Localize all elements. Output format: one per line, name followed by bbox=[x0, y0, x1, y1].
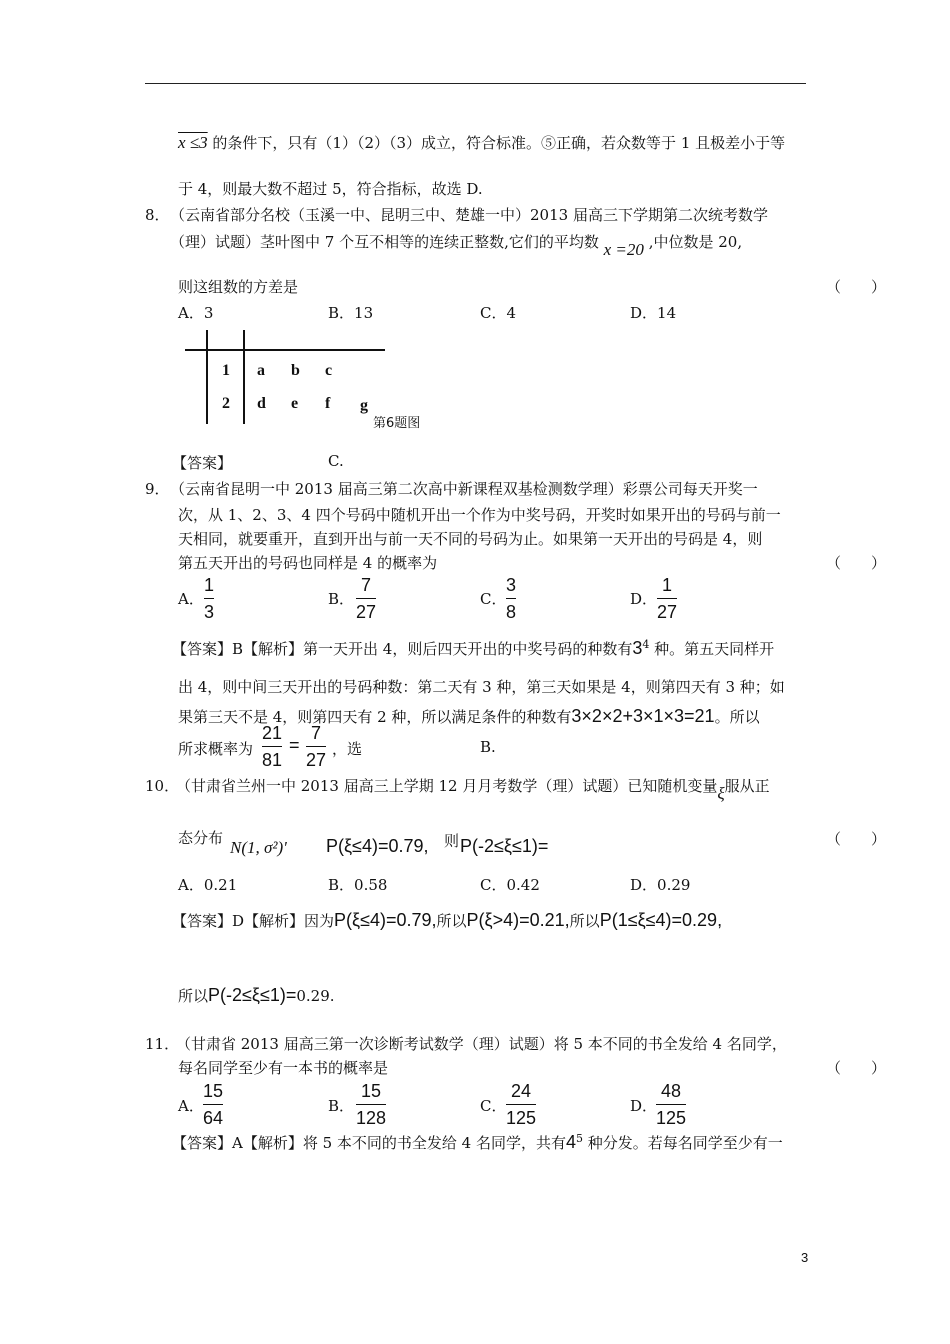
q9-line-3: 天相同，就要重开，直到开出与前一天不同的号码为止。如果第一天开出的号码是 4，则 bbox=[178, 530, 763, 548]
q11-option-c-den: 125 bbox=[506, 1108, 537, 1128]
q9-option-d-fraction bbox=[657, 574, 677, 623]
q10-sol1-a: 【答案】D【解析】因为 bbox=[172, 912, 335, 930]
q9-sol4-b: ，选 bbox=[332, 740, 363, 758]
q9-sol3-b: 。所以 bbox=[714, 708, 760, 726]
q8-number: 8． bbox=[145, 206, 170, 224]
q11-option-b-label: B． bbox=[328, 1097, 355, 1115]
leaf-b: b bbox=[291, 362, 300, 379]
q10-question-prob: P(-2≤ξ≤1)= bbox=[460, 836, 549, 856]
leaf-f: f bbox=[325, 395, 331, 412]
carryover-line-2: 于 4，则最大数不超过 5，符合指标，故选 D. bbox=[178, 180, 483, 198]
q10-line-2-a: 态分布 bbox=[178, 829, 224, 847]
q10-sol1-c: 所以 bbox=[569, 912, 600, 930]
q10-solution-line-2 bbox=[178, 985, 335, 1006]
q10-line-1 bbox=[176, 775, 770, 803]
stem-2: 2 bbox=[222, 395, 230, 412]
q8-line-2-b: ,中位数是 20, bbox=[648, 233, 743, 251]
q9-option-b-num: 7 bbox=[361, 575, 372, 595]
q8-mean-formula: x =20 bbox=[603, 240, 644, 259]
q8-option-a: A．3 bbox=[178, 304, 214, 322]
q11-solution-line-1 bbox=[172, 1132, 783, 1153]
q9-option-b-den: 27 bbox=[356, 602, 377, 622]
q11-option-d-label: D． bbox=[630, 1097, 658, 1115]
q9-solution-line-1 bbox=[172, 638, 774, 659]
q9-option-a-num: 1 bbox=[204, 575, 215, 595]
q11-number: 11． bbox=[145, 1035, 180, 1053]
q11-option-a-den: 64 bbox=[203, 1108, 224, 1128]
q9-sol3-formula: 3×2×2+3×1×3=21 bbox=[571, 706, 715, 726]
q10-sol1-f1: P(ξ≤4)=0.79, bbox=[334, 910, 437, 930]
q9-number: 9． bbox=[145, 480, 170, 498]
leaf-c: c bbox=[325, 362, 333, 379]
q11-option-d-den: 125 bbox=[656, 1108, 687, 1128]
q9-sol1-b: 种。第五天同样开 bbox=[654, 640, 775, 658]
q11-sol1-b: 种分发。若每名同学至少有一 bbox=[587, 1134, 783, 1152]
q9-option-d-den: 27 bbox=[657, 602, 678, 622]
q10-sol2-b: 0.29. bbox=[296, 987, 335, 1005]
q10-distribution: N(1, σ²)' bbox=[230, 838, 287, 857]
q9-sol4-f2-num: 7 bbox=[311, 723, 322, 743]
q10-sol2-f: P(-2≤ξ≤1)= bbox=[208, 985, 297, 1005]
q11-option-c-label: C． bbox=[480, 1097, 507, 1115]
q11-option-c-num: 24 bbox=[511, 1081, 532, 1101]
q11-line-2: 每名同学至少有一本书的概率是 bbox=[178, 1059, 389, 1077]
q9-answer-paren: （ ） bbox=[826, 554, 887, 572]
q10-then: 则 bbox=[444, 832, 460, 850]
q9-option-a-den: 3 bbox=[204, 602, 215, 622]
q10-sol1-f2: P(ξ>4)=0.21, bbox=[466, 910, 570, 930]
q9-sol4-fraction-2 bbox=[306, 722, 326, 771]
q8-option-b: B．13 bbox=[328, 304, 374, 322]
q9-line-1: （云南省昆明一中 2013 届高三第二次高中新课程双基检测数学理）彩票公司每天开奖一 bbox=[170, 480, 758, 498]
carryover-text-1: 的条件下，只有（1）（2）（3）成立，符合标准。⑤正确，若众数等于 1 且极差小于等 bbox=[212, 134, 786, 152]
q8-line-1: （云南省部分名校（玉溪一中、昆明三中、楚雄一中）2013 届高三下学期第二次统考数学 bbox=[170, 206, 768, 224]
q9-option-a-label: A． bbox=[178, 590, 204, 608]
q10-line-1-b: 服从正 bbox=[724, 777, 770, 795]
q9-line-2: 次，从 1、2、3、4 四个号码中随机开出一个作为中奖号码，开奖时如果开出的号码与前一 bbox=[178, 506, 781, 524]
q10-sol1-f3: P(1≤ξ≤4)=0.29, bbox=[599, 910, 723, 930]
q9-option-b-label: B． bbox=[328, 590, 355, 608]
q8-line-2 bbox=[170, 231, 743, 259]
q9-sol4-eq: = bbox=[289, 735, 300, 755]
q9-sol4-f2-den: 27 bbox=[306, 750, 327, 770]
q9-sol4-a: 所求概率为 bbox=[178, 740, 254, 758]
q10-given-prob: P(ξ≤4)=0.79, bbox=[326, 836, 429, 856]
q11-sol1-exp: 5 bbox=[576, 1132, 584, 1145]
q11-option-a-label: A． bbox=[178, 1097, 204, 1115]
q9-option-c-den: 8 bbox=[506, 602, 517, 622]
q10-solution-line-1 bbox=[172, 910, 722, 931]
q11-option-b-den: 128 bbox=[356, 1108, 387, 1128]
q9-sol1-exp: 4 bbox=[642, 638, 650, 651]
q9-option-d-num: 1 bbox=[662, 575, 673, 595]
q11-option-a-num: 15 bbox=[203, 1081, 224, 1101]
q11-option-c-fraction bbox=[506, 1080, 536, 1129]
q10-var: ξ bbox=[717, 784, 725, 803]
q9-option-a-fraction bbox=[204, 574, 214, 623]
q11-option-d-fraction bbox=[656, 1080, 686, 1129]
q9-solution-line-2: 出 4，则中间三天开出的号码种数：第二天有 3 种，第三天如果是 4，则第四天有 3 种；如 bbox=[178, 678, 785, 696]
carryover-formula: x ≤3 bbox=[178, 133, 208, 152]
q8-option-d: D．14 bbox=[630, 304, 677, 322]
q10-sol1-b: 所以 bbox=[436, 912, 467, 930]
q8-option-c: C．4 bbox=[480, 304, 517, 322]
q10-answer-paren: （ ） bbox=[826, 830, 887, 848]
q10-option-d: D．0.29 bbox=[630, 876, 691, 894]
q9-sol4-f1-den: 81 bbox=[262, 750, 283, 770]
q11-sol1-a: 【答案】A【解析】将 5 本不同的书全发给 4 名同学，共有 bbox=[172, 1134, 566, 1152]
q11-option-b-num: 15 bbox=[361, 1081, 382, 1101]
q9-sol4-fraction-1 bbox=[262, 722, 282, 771]
q9-sol1-base: 3 bbox=[632, 638, 643, 658]
q10-option-c: C．0.42 bbox=[480, 876, 540, 894]
figure-caption: 第6题图 bbox=[373, 416, 421, 431]
q8-answer-paren: （ ） bbox=[826, 278, 887, 296]
q9-sol4-f1-num: 21 bbox=[262, 723, 283, 743]
carryover-line-1 bbox=[178, 132, 785, 153]
leaf-a: a bbox=[257, 362, 265, 379]
q11-sol1-base: 4 bbox=[566, 1132, 577, 1152]
stem-top-rule bbox=[185, 349, 385, 351]
q8-answer-value: C. bbox=[328, 452, 344, 470]
leaf-d: d bbox=[257, 395, 266, 412]
q9-option-d-label: D． bbox=[630, 590, 658, 608]
q9-option-b-fraction bbox=[356, 574, 376, 623]
q9-sol4-c: B. bbox=[480, 738, 496, 756]
q9-option-c-label: C． bbox=[480, 590, 507, 608]
header-rule bbox=[145, 83, 806, 84]
q9-line-4: 第五天开出的号码也同样是 4 的概率为 bbox=[178, 554, 438, 572]
q8-answer-label: 【答案】 bbox=[172, 454, 233, 472]
q11-option-a-fraction bbox=[203, 1080, 223, 1129]
q11-option-b-fraction bbox=[356, 1080, 386, 1129]
stem-left-rule bbox=[206, 330, 208, 424]
page-number: 3 bbox=[801, 1250, 809, 1265]
leaf-g: g bbox=[360, 397, 368, 414]
q11-answer-paren: （ ） bbox=[826, 1059, 887, 1077]
q9-sol3-a: 果第三天不是 4，则第四天有 2 种，所以满足条件的种数有 bbox=[178, 708, 572, 726]
q11-line-1: （甘肃省 2013 届高三第一次诊断考试数学（理）试题）将 5 本不同的书全发给 4 名同学， bbox=[176, 1035, 787, 1053]
q11-option-d-num: 48 bbox=[661, 1081, 682, 1101]
q10-line-1-a: （甘肃省兰州一中 2013 届高三上学期 12 月月考数学（理）试题）已知随机变量 bbox=[176, 777, 718, 795]
q8-line-3: 则这组数的方差是 bbox=[178, 278, 299, 296]
q9-option-c-fraction bbox=[506, 574, 516, 623]
q9-sol1-a: 【答案】B【解析】第一天开出 4，则后四天开出的中奖号码的种数有 bbox=[172, 640, 633, 658]
q10-option-b: B．0.58 bbox=[328, 876, 388, 894]
q10-sol2-a: 所以 bbox=[178, 987, 209, 1005]
stem-divider-rule bbox=[243, 330, 245, 424]
q9-option-c-num: 3 bbox=[506, 575, 517, 595]
q8-line-2-a: （理）试题）茎叶图中 7 个互不相等的连续正整数,它们的平均数 bbox=[170, 233, 599, 251]
stem-1: 1 bbox=[222, 362, 230, 379]
q10-option-a: A．0.21 bbox=[178, 876, 238, 894]
q10-number: 10． bbox=[145, 777, 180, 795]
leaf-e: e bbox=[291, 395, 299, 412]
